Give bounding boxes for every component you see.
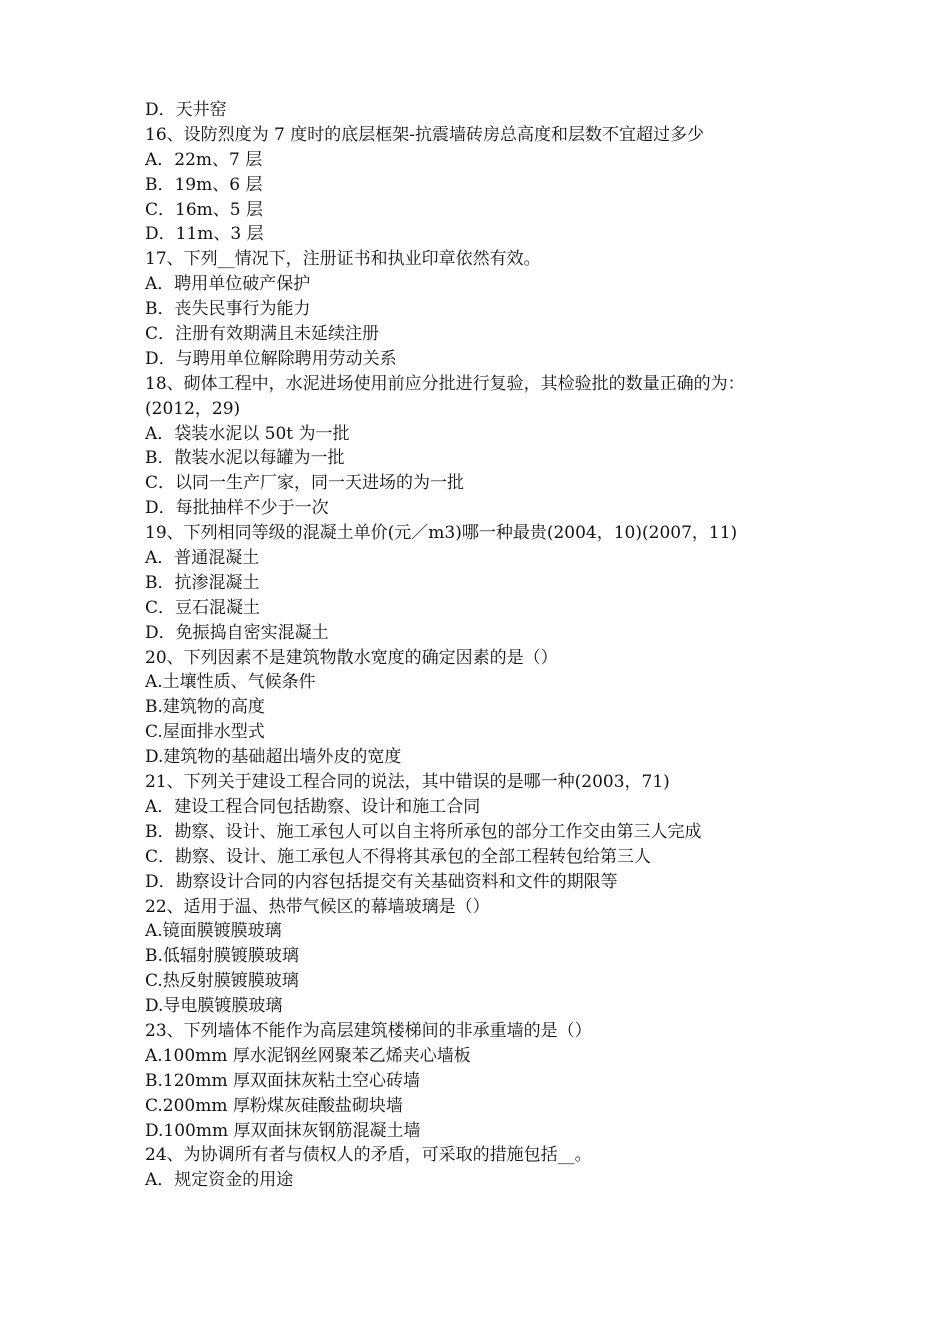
- option-line: B．散装水泥以每罐为一批: [145, 448, 345, 469]
- document-page: [145, 98, 825, 1193]
- question-line: 24、为协调所有者与债权人的矛盾，可采取的措施包括__。: [145, 1145, 592, 1166]
- option-line: A．普通混凝土: [145, 548, 260, 569]
- option-line: B.建筑物的高度: [145, 697, 265, 718]
- option-line: A.镜面膜镀膜玻璃: [145, 921, 282, 942]
- option-line: C.热反射膜镀膜玻璃: [145, 971, 299, 992]
- question-line: 16、设防烈度为 7 度时的底层框架-抗震墙砖房总高度和层数不宜超过多少: [145, 124, 704, 145]
- option-line: D.导电膜镀膜玻璃: [145, 996, 283, 1017]
- option-line: A．规定资金的用途: [145, 1170, 294, 1191]
- option-line: C.200mm 厚粉煤灰硅酸盐砌块墙: [145, 1095, 403, 1116]
- question-line: 17、下列__情况下，注册证书和执业印章依然有效。: [145, 249, 541, 270]
- option-line: B．抗渗混凝土: [145, 572, 260, 593]
- option-line: C．以同一生产厂家，同一天进场的为一批: [145, 473, 465, 494]
- option-line: D．勘察设计合同的内容包括提交有关基础资料和文件的期限等: [145, 871, 618, 892]
- option-line: C．豆石混凝土: [145, 597, 261, 618]
- option-line: D．与聘用单位解除聘用劳动关系: [145, 348, 397, 369]
- option-line: C．注册有效期满且未延续注册: [145, 324, 380, 345]
- option-line: A.100mm 厚水泥钢丝网聚苯乙烯夹心墙板: [145, 1045, 471, 1066]
- question-line: 23、下列墙体不能作为高层建筑楼梯间的非承重墙的是（）: [145, 1020, 592, 1041]
- option-line: A.土壤性质、气候条件: [145, 672, 316, 693]
- option-line: C.屋面排水型式: [145, 722, 265, 743]
- option-line: B．19m、6 层: [145, 174, 263, 195]
- question-line: 18、砌体工程中，水泥进场使用前应分批进行复验，其检验批的数量正确的为：: [145, 373, 745, 394]
- question-line: 20、下列因素不是建筑物散水宽度的确定因素的是（）: [145, 647, 558, 668]
- option-line: D．天井窑: [145, 100, 227, 120]
- option-line: D.100mm 厚双面抹灰钢筋混凝土墙: [145, 1120, 421, 1141]
- question-line: 22、适用于温、热带气候区的幕墙玻璃是（）: [145, 896, 490, 917]
- option-line: B.120mm 厚双面抹灰粘土空心砖墙: [145, 1070, 420, 1091]
- option-line: C．勘察、设计、施工承包人不得将其承包的全部工程转包给第三人: [145, 846, 652, 867]
- option-line: B.低辐射膜镀膜玻璃: [145, 946, 299, 967]
- option-line: D．11m、3 层: [145, 224, 264, 245]
- option-line: A．聘用单位破产保护: [145, 274, 311, 295]
- option-line: B．勘察、设计、施工承包人可以自主将所承包的部分工作交由第三人完成: [145, 821, 702, 842]
- option-line: C．16m、5 层: [145, 199, 263, 220]
- option-line: B．丧失民事行为能力: [145, 299, 311, 320]
- option-line: A．建设工程合同包括勘察、设计和施工合同: [145, 796, 481, 817]
- option-line: A．22m、7 层: [145, 149, 263, 170]
- option-line: A．袋装水泥以 50t 为一批: [145, 423, 350, 444]
- question-line-continued: (2012，29): [145, 398, 241, 419]
- option-line: D．免振捣自密实混凝土: [145, 622, 329, 643]
- option-line: D.建筑物的基础超出墙外皮的宽度: [145, 747, 402, 768]
- option-line: D．每批抽样不少于一次: [145, 498, 329, 519]
- question-line: 21、下列关于建设工程合同的说法，其中错误的是哪一种(2003，71): [145, 772, 670, 793]
- question-line: 19、下列相同等级的混凝土单价(元／m3)哪一种最贵(2004，10)(2007，11): [145, 523, 738, 544]
